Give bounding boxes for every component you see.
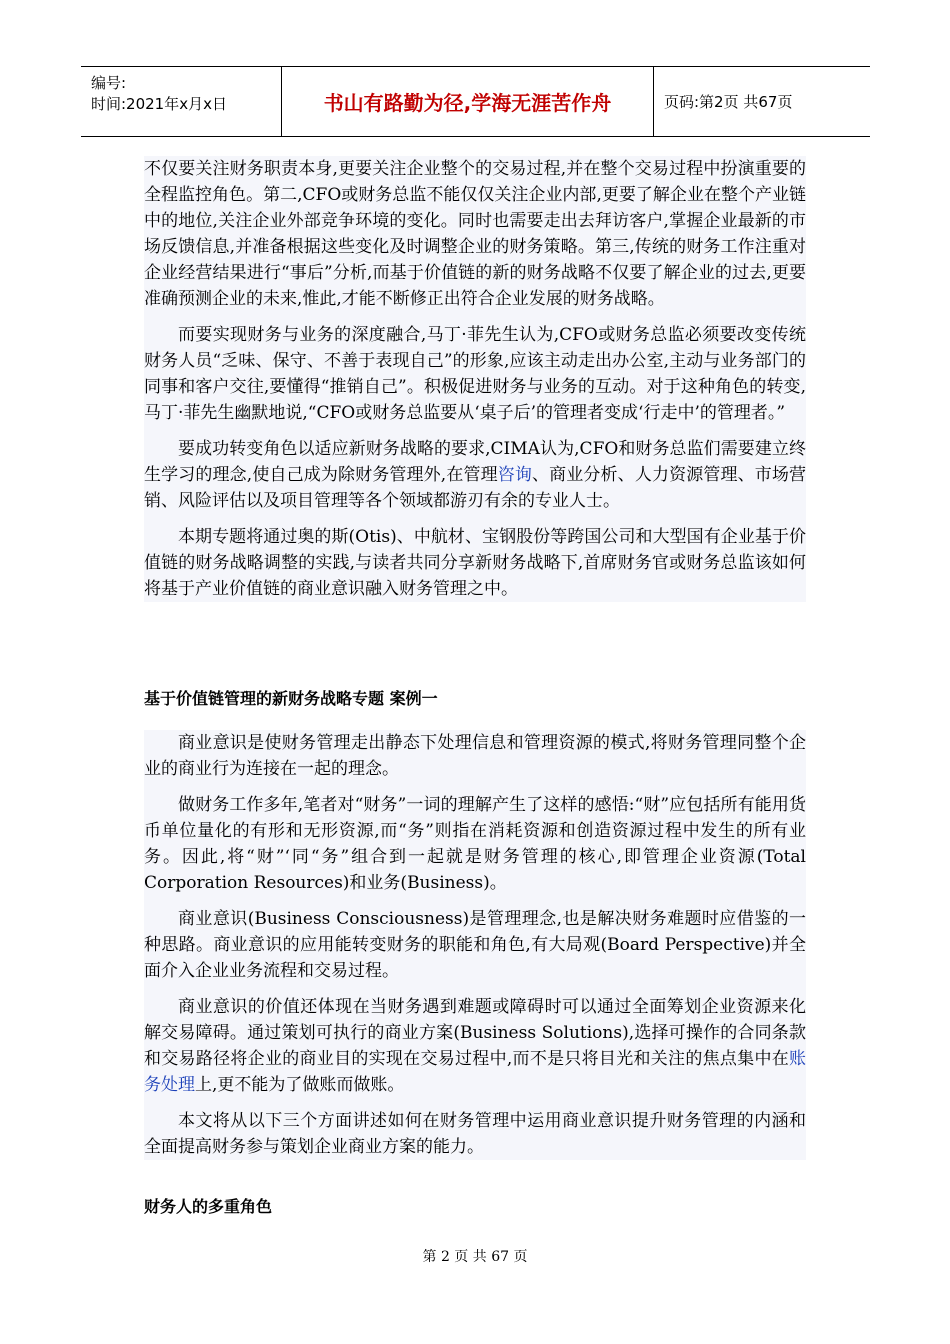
paragraph: 商业意识是使财务管理走出静态下处理信息和管理资源的模式,将财务管理同整个企业的商业行为连接在一起的理念。	[144, 733, 806, 779]
paragraph: 商业意识(Business Consciousness)是管理理念,也是解决财务难题时应借鉴的一种思路。商业意识的应用能转变财务的职能和角色,有大局观(Board Perspective)并全面介入企业业务流程和交易过程。	[144, 909, 806, 981]
header-page-info: 页码:第2页 共67页	[664, 93, 793, 111]
accounting-link[interactable]: 账务处理	[144, 1049, 806, 1095]
consulting-link[interactable]: 咨询	[497, 465, 533, 485]
paragraph: 而要实现财务与业务的深度融合,马丁·菲先生认为,CFO或财务总监必须要改变传统财务人员“乏味、保守、不善于表现自己”的形象,应该主动走出办公室,主动与业务部门的同事和客户交往,要懂得“推销自己”。积极促进财务与业务的互动。对于这种角色的转变,马丁·菲先生幽默地说,“CFO或财务总监要从‘桌子后’的管理者变成‘行走中’的管理者。”	[144, 325, 806, 423]
page-footer: 第 2 页 共 67 页	[422, 1249, 528, 1265]
paragraph: 本文将从以下三个方面讲述如何在财务管理中运用商业意识提升财务管理的内涵和全面提高财务参与策划企业商业方案的能力。	[144, 1111, 806, 1157]
number-label: 编号:	[91, 74, 127, 92]
text-run: 、商业分析、人力资源管理、市场营销、风险评估以及项目管理等各个领域都游刃有余的专业人士。	[144, 465, 807, 511]
page-header	[81, 66, 870, 137]
case-one-section	[144, 730, 806, 1160]
section-heading-roles: 财务人的多重角色	[144, 1197, 273, 1216]
paragraph: 做财务工作多年,笔者对“财务”一词的理解产生了这样的感悟:“财”应包括所有能用货币单位量化的有形和无形资源,而“务”则指在消耗资源和创造资源过程中发生的所有业务。因此,将“财”‘同“务”组合到一起就是财务管理的核心,即管理企业资源(Total Corporation Resources)和业务(Business)。	[144, 795, 806, 893]
paragraph	[144, 436, 806, 514]
text-run: 商业意识的价值还体现在当财务遇到难题或障碍时可以通过全面筹划企业资源来化解交易障碍。通过策划可执行的商业方案(Business Solutions),选择可操作的合同条款和交易路径将企业的商业目的实现在交易过程中,而不是只将目光和关注的焦点集中在	[144, 997, 806, 1069]
paragraph: 本期专题将通过奥的斯(Otis)、中航材、宝钢股份等跨国公司和大型国有企业基于价值链的财务战略调整的实践,与读者共同分享新财务战略下,首席财务官或财务总监该如何将基于产业价值链的商业意识融入财务管理之中。	[144, 527, 806, 599]
text-run: 要成功转变角色以适应新财务战略的要求,CIMA认为,CFO和财务总监们需要建立终生学习的理念,使自己成为除财务管理外,在管理	[144, 439, 806, 485]
text-run: 上,更不能为了做账而做账。	[195, 1075, 405, 1095]
intro-section	[144, 156, 806, 602]
date-label: 时间:2021年x月x日	[91, 95, 227, 113]
paragraph: 不仅要关注财务职责本身,更要关注企业整个的交易过程,并在整个交易过程中扮演重要的全程监控角色。第二,CFO或财务总监不能仅仅关注企业内部,更要了解企业在整个产业链中的地位,关注企业外部竞争环境的变化。同时也需要走出去拜访客户,掌握企业最新的市场反馈信息,并准备根据这些变化及时调整企业的财务策略。第三,传统的财务工作注重对企业经营结果进行“事后”分析,而基于价值链的新的财务战略不仅要了解企业的过去,更要准确预测企业的未来,惟此,才能不断修正出符合企业发展的财务战略。	[144, 159, 806, 309]
paragraph	[144, 994, 806, 1098]
section-heading-case-one: 基于价值链管理的新财务战略专题 案例一	[144, 689, 438, 708]
header-meta	[81, 67, 282, 136]
header-motto: 书山有路勤为径,学海无涯苦作舟	[282, 67, 654, 136]
